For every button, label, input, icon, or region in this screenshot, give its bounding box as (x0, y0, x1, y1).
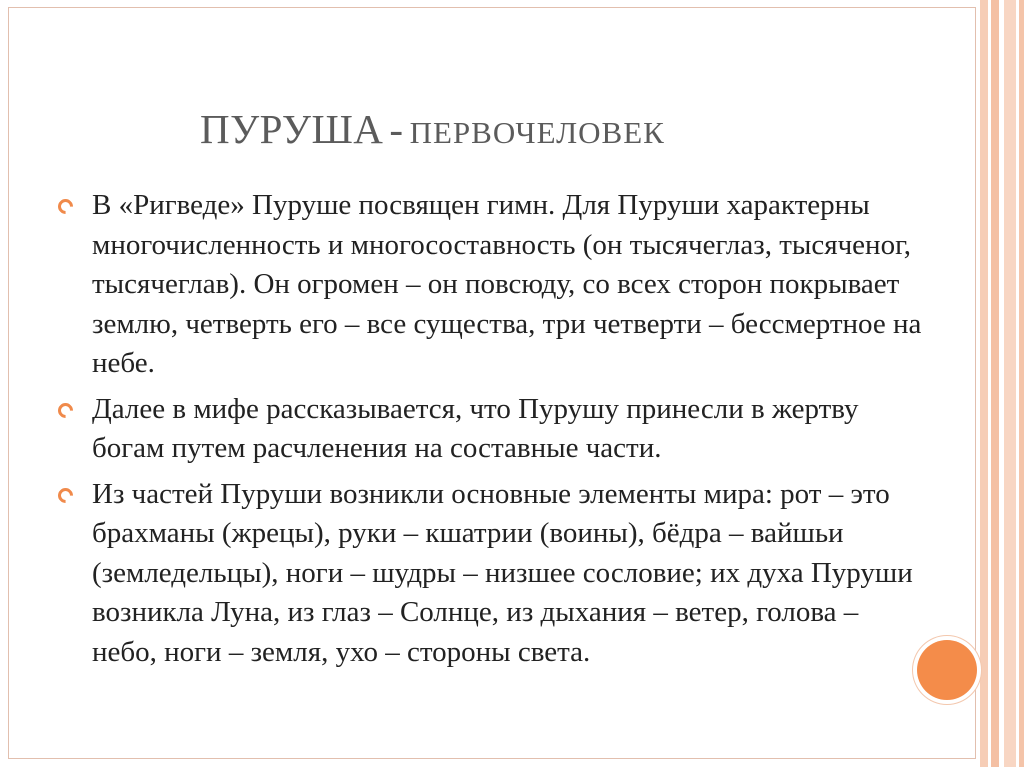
bullet-item (58, 390, 928, 469)
bullet-item (58, 475, 928, 673)
bullet-list (58, 186, 928, 678)
decorative-stripes (976, 0, 1024, 767)
title-separator: - (389, 106, 404, 152)
bullet-text: Далее в мифе рассказывается, что Пурушу принесли в жертву богам путем расчленения на составные части. (92, 392, 859, 464)
bullet-ring-icon (55, 196, 76, 217)
decorative-circle (917, 640, 977, 700)
slide-title (200, 105, 665, 153)
title-main: ПУРУША (200, 106, 384, 152)
bullet-item (58, 186, 928, 384)
title-sub: ПЕРВОЧЕЛОВЕК (409, 115, 665, 150)
bullet-ring-icon (55, 399, 76, 420)
bullet-text: В «Ригведе» Пуруше посвящен гимн. Для Пуруши характерны многочисленность и многосоставность (он тысячеглаз, тысяченог, тысячеглав). Он огромен – он повсюду, со всех сторон покрывает землю, четверть его – все существа, три четверти – бессмертное на небе. (92, 189, 922, 379)
bullet-ring-icon (55, 484, 76, 505)
bullet-text: Из частей Пуруши возникли основные элементы мира: рот – это брахманы (жрецы), руки – кшатрии (воины), бёдра – вайшьи (земледельцы), ноги – шудры – низшее сословие; их духа Пуруши возникла Луна, из глаз – Солнце, из дыхания – ветер, голова – небо, ноги – земля, ухо – стороны света. (92, 477, 913, 668)
